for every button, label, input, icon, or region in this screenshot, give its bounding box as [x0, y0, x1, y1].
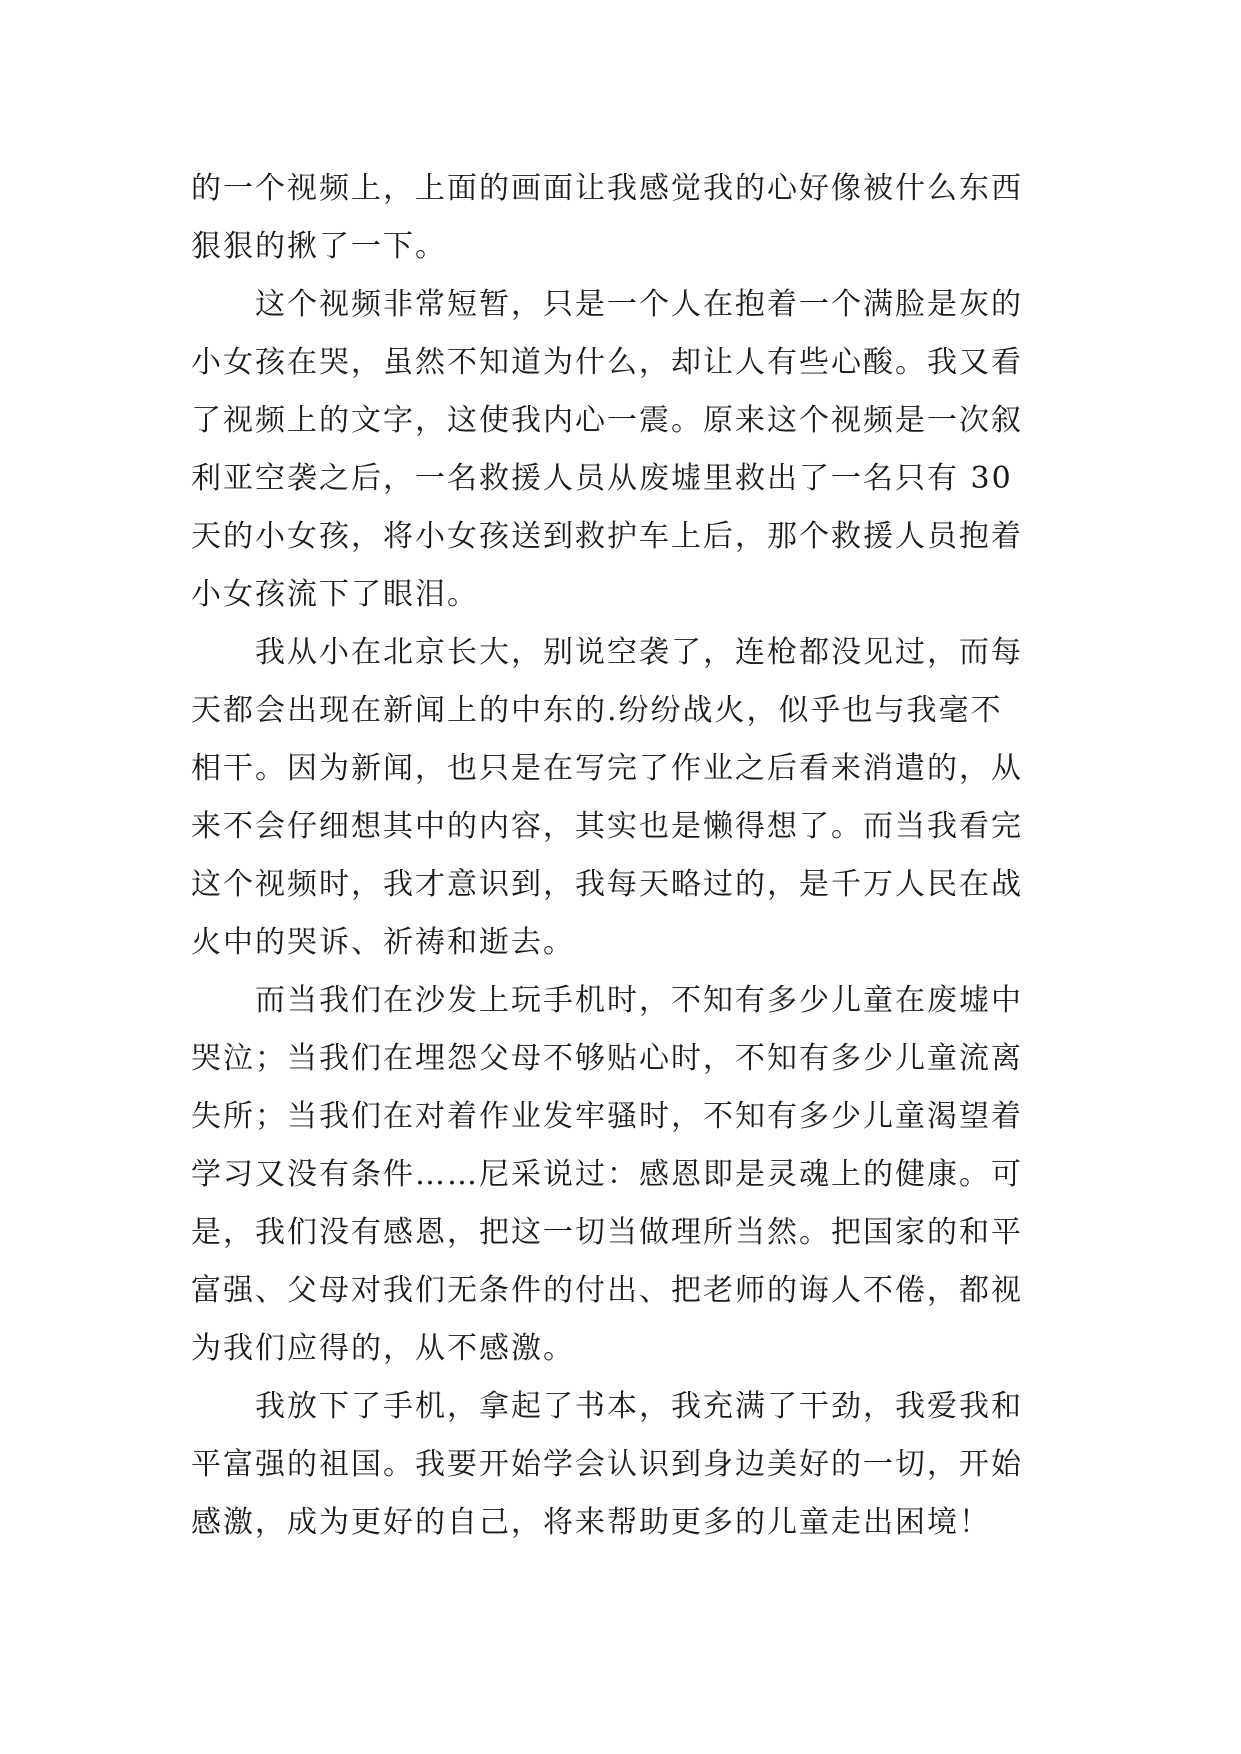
text-line: 我从小在北京长大，别说空袭了，连枪都没见过，而每	[255, 635, 1023, 670]
text-line: 感激，成为更好的自己，将来帮助更多的儿童走出困境！	[191, 1505, 991, 1540]
text-line: 天的小女孩，将小女孩送到救护车上后，那个救援人员抱着	[191, 519, 1023, 554]
text-line: 这个视频时，我才意识到，我每天略过的，是千万人民在战	[191, 867, 1023, 902]
text-line: 火中的哭诉、祈祷和逝去。	[191, 925, 575, 960]
text-line: 哭泣；当我们在埋怨父母不够贴心时，不知有多少儿童流离	[191, 1041, 1023, 1076]
text-line: 相干。因为新闻，也只是在写完了作业之后看来消遣的，从	[191, 751, 1023, 786]
text-line: 我放下了手机，拿起了书本，我充满了干劲，我爱我和	[255, 1389, 1023, 1424]
essay-body	[191, 160, 1051, 1552]
paragraph	[191, 1378, 1051, 1552]
text-line: 小女孩流下了眼泪。	[191, 577, 479, 612]
text-line: 富强、父母对我们无条件的付出、把老师的诲人不倦，都视	[191, 1273, 1023, 1308]
text-line: 学习又没有条件……尼采说过：感恩即是灵魂上的健康。可	[191, 1157, 1023, 1192]
text-line: 为我们应得的，从不感激。	[191, 1331, 575, 1366]
text-line: 狠狠的揪了一下。	[191, 229, 447, 264]
text-line: 而当我们在沙发上玩手机时，不知有多少儿童在废墟中	[255, 983, 1023, 1018]
paragraph	[191, 972, 1051, 1378]
text-line: 小女孩在哭，虽然不知道为什么，却让人有些心酸。我又看	[191, 345, 1023, 380]
text-line: 失所；当我们在对着作业发牢骚时，不知有多少儿童渴望着	[191, 1099, 1023, 1134]
text-line: 平富强的祖国。我要开始学会认识到身边美好的一切，开始	[191, 1447, 1023, 1482]
paragraph	[191, 160, 1051, 276]
paragraph	[191, 624, 1051, 972]
text-line: 了视频上的文字，这使我内心一震。原来这个视频是一次叙	[191, 403, 1023, 438]
text-line: 来不会仔细想其中的内容，其实也是懒得想了。而当我看完	[191, 809, 1023, 844]
text-line: 这个视频非常短暂，只是一个人在抱着一个满脸是灰的	[255, 287, 1023, 322]
text-line: 利亚空袭之后，一名救援人员从废墟里救出了一名只有 30	[191, 461, 1013, 496]
text-line: 的一个视频上，上面的画面让我感觉我的心好像被什么东西	[191, 171, 1023, 206]
text-line: 天都会出现在新闻上的中东的.纷纷战火，似乎也与我毫不	[191, 693, 1003, 728]
paragraph	[191, 276, 1051, 624]
text-line: 是，我们没有感恩，把这一切当做理所当然。把国家的和平	[191, 1215, 1023, 1250]
